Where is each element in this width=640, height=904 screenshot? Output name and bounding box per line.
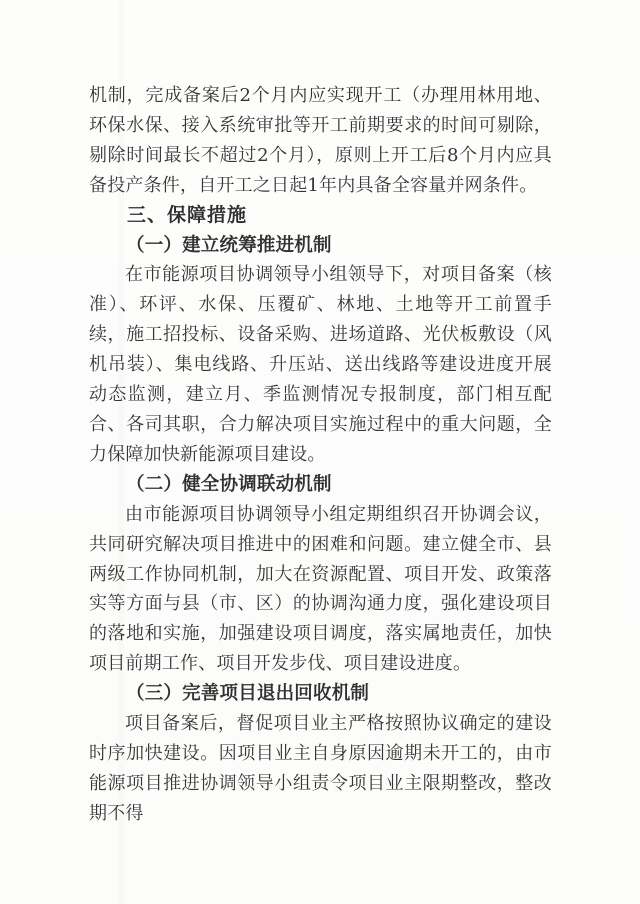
subsection-heading-2: （二）健全协调联动机制 (126, 473, 332, 495)
subsection-heading-3: （三）完善项目退出回收机制 (126, 683, 370, 705)
paragraph-continued: 机制，完成备案后2个月内应实现开工（办理用林用地、环保水保、接入系统审批等开工前期要求的时间可剔除，剔除时间最长不超过2个月），原则上开工后8个月内应具备投产条件，自开工之日起1年内具备全容量并网条件。 (89, 85, 552, 196)
paragraph: 在市能源项目协调领导小组领导下，对项目备案（核准）、环评、水保、压覆矿、林地、土地等开工前置手续，施工招投标、设备采购、进场道路、光伏板敷设（风机吊装）、集电线路、升压站、送出线路等建设进度开展动态监测，建立月、季监测情况专报制度，部门相互配合、各司其职，合力解决项目实施过程中的重大问题，全力保障加快新能源项目建设。 (89, 264, 552, 465)
paragraph: 由市能源项目协调领导小组定期组织召开协调会议，共同研究解决项目推进中的困难和问题。建立健全市、县两级工作协同机制，加大在资源配置、项目开发、政策落实等方面与县（市、区）的协调沟通力度，强化建设项目的落地和实施，加强建设项目调度，落实属地责任，加快项目前期工作、项目开发步伐、项目建设进度。 (89, 503, 552, 675)
subsection-heading-1: （一）建立统筹推进机制 (126, 234, 332, 256)
section-heading-3: 三、保障措施 (127, 203, 248, 226)
document-content (89, 81, 552, 829)
paragraph: 项目备案后，督促项目业主严格按照协议确定的建设时序加快建设。因项目业主自身原因逾期未开工的，由市能源项目推进协调领导小组责令项目业主限期整改，整改期不得 (89, 713, 552, 824)
